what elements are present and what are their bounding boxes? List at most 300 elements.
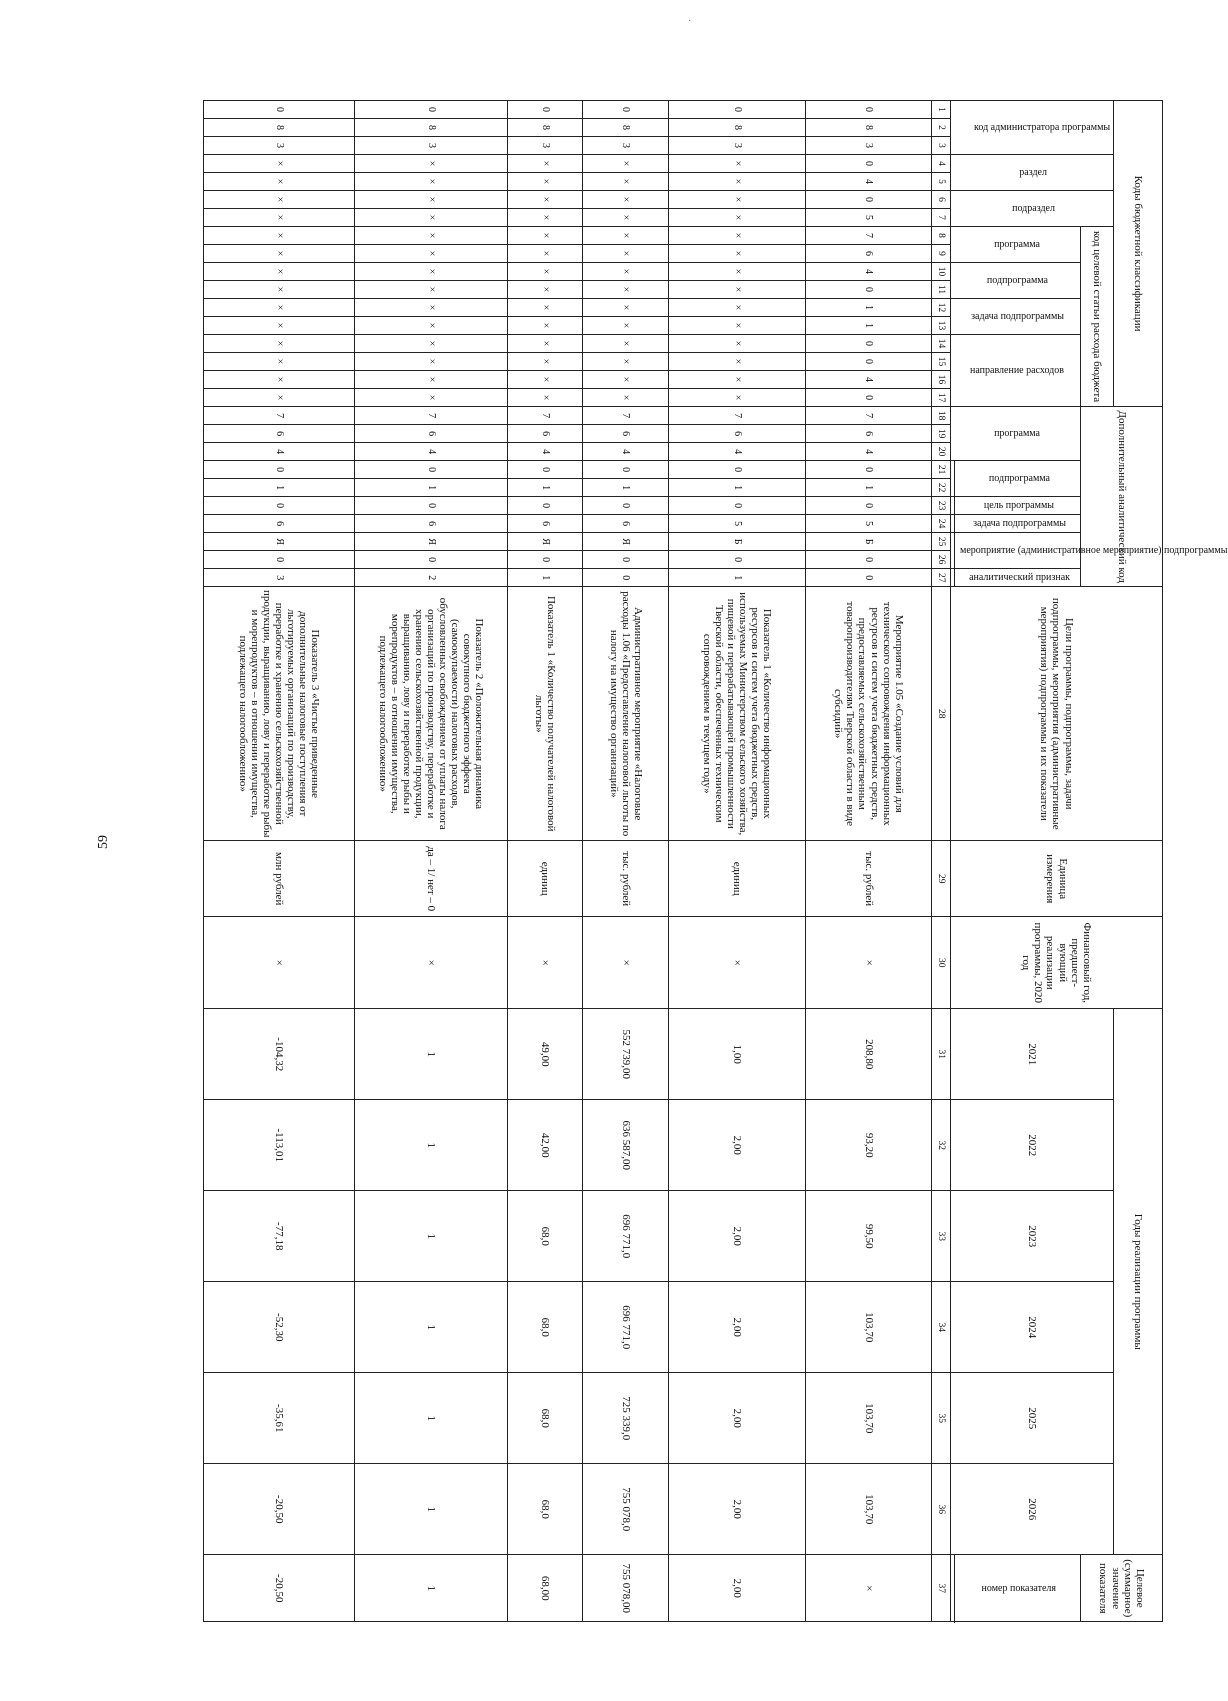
code-digit: × [583,209,669,227]
code-digit: 8 [805,119,931,137]
header-year-2026: 2026 [950,1464,1113,1555]
code-digit: × [204,227,355,245]
code-digit: 7 [805,407,931,425]
header-year-2022: 2022 [950,1100,1113,1191]
code-digit: Я [507,533,582,551]
header-ac-sign-tail [950,569,954,587]
row-year-value: 2,00 [669,1464,806,1555]
scan-speck: · [688,16,692,27]
code-digit: × [669,245,806,263]
code-digit: 0 [204,101,355,119]
code-digit: × [507,335,582,353]
row-year-value: 68,0 [507,1191,582,1282]
column-number: 25 [932,533,950,551]
code-digit: 0 [355,551,508,569]
row-year-value: 696 771,0 [583,1282,669,1373]
code-digit: × [355,317,508,335]
code-digit: 3 [507,137,582,155]
code-digit: 5 [805,515,931,533]
code-digit: × [507,173,582,191]
code-digit: 5 [805,209,931,227]
row-base-year-value: × [669,917,806,1009]
code-digit: × [355,263,508,281]
code-digit: × [583,263,669,281]
header-unit: Единица измерения [950,841,1162,917]
code-digit: 3 [583,137,669,155]
code-digit: 0 [805,281,931,299]
row-year-value: 636 587,00 [583,1100,669,1191]
row-unit: да – 1/ нет – 0 [355,841,508,917]
code-digit: × [583,173,669,191]
table-row [507,101,582,1622]
code-digit: × [583,371,669,389]
program-indicators-table [203,100,1228,1622]
row-target-value: × [805,1555,931,1622]
code-digit: 3 [805,137,931,155]
row-base-year-value: × [507,917,582,1009]
code-digit: × [669,299,806,317]
code-digit: 0 [669,497,806,515]
table-row [355,101,508,1622]
code-digit: 8 [583,119,669,137]
row-year-value: 552 739,00 [583,1009,669,1100]
header-budget-codes: Коды бюджетной классификации [1114,101,1163,407]
header-expense-direction: направление расходов [950,335,1081,407]
code-digit: 1 [669,479,806,497]
row-description: Показатель 2 «Положительная динамика совокупного бюджетного эффекта (самоокупаемости) налоговых расходов, обусловленных освобождением от уплаты налога организаций по производству, переработке и хранению сельскохозяйственной продукции, выращиванию, лову и переработке рыбы и морепродуктов – в отношении имущества, подлежащего налогообложению» [355,587,508,841]
row-base-year-value: × [204,917,355,1009]
code-digit: 5 [669,515,806,533]
code-digit: 4 [355,443,508,461]
column-number: 7 [932,209,950,227]
code-digit: × [507,191,582,209]
code-digit: × [507,155,582,173]
code-digit: 0 [805,461,931,479]
code-digit: × [507,209,582,227]
code-digit: × [507,299,582,317]
column-number: 5 [932,173,950,191]
row-year-value: 1,00 [669,1009,806,1100]
row-year-value: 1 [355,1009,508,1100]
column-number: 16 [932,371,950,389]
code-digit: 0 [805,497,931,515]
code-digit: 0 [805,551,931,569]
code-digit: 0 [583,461,669,479]
code-digit: × [583,245,669,263]
header-ac-indicator: номер показателя [954,1555,1081,1622]
code-digit: × [204,335,355,353]
code-digit: × [204,389,355,407]
code-digit: 6 [204,515,355,533]
code-digit: 4 [583,443,669,461]
row-year-value: 725 339,0 [583,1373,669,1464]
row-year-value: 1 [355,1464,508,1555]
code-digit: 7 [204,407,355,425]
row-target-value: -20,50 [204,1555,355,1622]
code-digit: × [355,371,508,389]
column-number: 37 [932,1555,950,1622]
code-digit: 6 [355,425,508,443]
header-ac-sign: аналитический признак [954,569,1081,587]
code-digit: 8 [507,119,582,137]
code-digit: 6 [355,515,508,533]
row-year-value: -35,61 [204,1373,355,1464]
row-year-value: 1 [355,1373,508,1464]
code-digit: × [507,353,582,371]
table-row [805,101,931,1622]
row-unit: единиц [669,841,806,917]
code-digit: Я [204,533,355,551]
code-digit: 4 [805,443,931,461]
column-number: 4 [932,155,950,173]
code-digit: 0 [507,461,582,479]
header-ac-subprogram-tail [950,461,954,497]
code-digit: × [669,263,806,281]
header-target: Целевое (суммарное) значение показателя [1081,1555,1163,1622]
row-description: Административное мероприятие «Налоговые расходы 1.06 «Предоставление налоговой льготы по налогу на имущество организаций» [583,587,669,841]
code-digit: 1 [805,317,931,335]
code-digit: × [355,299,508,317]
column-number: 11 [932,281,950,299]
code-digit: 6 [583,515,669,533]
row-year-value: 103,70 [805,1373,931,1464]
code-digit: 2 [355,569,508,587]
column-number: 35 [932,1373,950,1464]
code-digit: × [204,299,355,317]
column-number: 3 [932,137,950,155]
code-digit: 3 [355,137,508,155]
code-digit: × [507,317,582,335]
row-target-value: 2,00 [669,1555,806,1622]
code-digit: 0 [355,497,508,515]
code-digit: 4 [204,443,355,461]
column-number: 9 [932,245,950,263]
row-base-year-value: × [583,917,669,1009]
code-digit: 7 [583,407,669,425]
code-digit: × [583,317,669,335]
header-year-2021: 2021 [950,1009,1113,1100]
code-digit: × [355,227,508,245]
code-digit: 1 [669,569,806,587]
row-year-value: 696 771,0 [583,1191,669,1282]
row-year-value: 68,0 [507,1373,582,1464]
row-unit: единиц [507,841,582,917]
code-digit: 6 [805,245,931,263]
code-digit: × [583,353,669,371]
code-digit: × [669,317,806,335]
row-year-value: -104,32 [204,1009,355,1100]
code-digit: 0 [805,155,931,173]
code-digit: 6 [204,425,355,443]
code-digit: × [583,389,669,407]
row-year-value: 1 [355,1282,508,1373]
code-digit: × [204,173,355,191]
code-digit: × [355,191,508,209]
column-number: 20 [932,443,950,461]
row-year-value: 2,00 [669,1373,806,1464]
header-target-item: код целевой статьи расхода бюджета [1081,227,1114,407]
code-digit: × [669,155,806,173]
code-digit: 0 [204,551,355,569]
header-ac-goal: цель программы [954,497,1081,515]
row-year-value: 99,50 [805,1191,931,1282]
code-digit: 0 [669,101,806,119]
column-number: 13 [932,317,950,335]
table-row [204,101,355,1622]
code-digit: 4 [669,443,806,461]
code-digit: 4 [805,263,931,281]
code-digit: 7 [805,227,931,245]
header-program: программа [950,227,1081,263]
row-base-year-value: × [805,917,931,1009]
header-ac-indicator-tail [950,1555,954,1622]
code-digit: × [669,191,806,209]
code-digit: 0 [805,191,931,209]
code-digit: × [204,281,355,299]
code-digit: × [355,353,508,371]
code-digit: Б [805,533,931,551]
code-digit: 0 [583,569,669,587]
code-digit: × [583,299,669,317]
code-digit: × [507,281,582,299]
code-digit: 3 [204,137,355,155]
header-section: раздел [950,155,1113,191]
code-digit: × [583,155,669,173]
column-number: 30 [932,917,950,1009]
code-digit: × [583,191,669,209]
row-year-value: 2,00 [669,1282,806,1373]
code-digit: × [507,371,582,389]
column-number: 2 [932,119,950,137]
row-year-value: 68,0 [507,1464,582,1555]
code-digit: 0 [507,101,582,119]
row-year-value: 68,0 [507,1282,582,1373]
code-digit: 8 [669,119,806,137]
code-digit: 0 [805,101,931,119]
row-unit: млн рублей [204,841,355,917]
code-digit: 7 [507,407,582,425]
code-digit: 4 [805,173,931,191]
column-number: 6 [932,191,950,209]
code-digit: 1 [583,479,669,497]
row-unit: тыс. рублей [805,841,931,917]
code-digit: 1 [507,569,582,587]
code-digit: × [204,155,355,173]
code-digit: 6 [805,425,931,443]
column-number: 14 [932,335,950,353]
header-admin-code: код администратора программы [950,101,1113,155]
code-digit: × [355,389,508,407]
column-number: 36 [932,1464,950,1555]
code-digit: 0 [805,389,931,407]
table-row [583,101,669,1622]
code-digit: 6 [669,425,806,443]
code-digit: 8 [355,119,508,137]
column-number: 8 [932,227,950,245]
row-year-value: 1 [355,1100,508,1191]
code-digit: 0 [204,461,355,479]
table-body [204,101,932,1622]
column-number: 15 [932,353,950,371]
page-number: 59 [96,835,111,849]
code-digit: × [204,353,355,371]
code-digit: × [669,335,806,353]
row-year-value: 103,70 [805,1464,931,1555]
header-year-2023: 2023 [950,1191,1113,1282]
code-digit: 0 [507,497,582,515]
row-year-value: 1 [355,1191,508,1282]
code-digit: 6 [583,425,669,443]
header-subprogram: подпрограмма [950,263,1081,299]
row-target-value: 68,00 [507,1555,582,1622]
row-year-value: -113,01 [204,1100,355,1191]
row-unit: тыс. рублей [583,841,669,917]
header-ac-task: задача подпрограммы [954,515,1081,533]
code-digit: × [583,227,669,245]
code-digit: Я [583,533,669,551]
code-digit: 3 [669,137,806,155]
column-number: 18 [932,407,950,425]
row-year-value: 49,00 [507,1009,582,1100]
column-number: 10 [932,263,950,281]
code-digit: 0 [355,461,508,479]
code-digit: × [355,155,508,173]
code-digit: 1 [204,479,355,497]
code-digit: × [507,389,582,407]
column-number: 26 [932,551,950,569]
code-digit: 0 [355,101,508,119]
row-description: Показатель 3 «Чистые приведенные дополнительные налоговые поступления от льготируемых организаций по производству, переработке и хранению сельскохозяйственной продукции, выращиванию, лову и переработке рыбы и морепродуктов – в отношении имущества, подлежащего налогообложению» [204,587,355,841]
code-digit: × [507,245,582,263]
column-number: 29 [932,841,950,917]
code-digit: 0 [805,569,931,587]
code-digit: × [204,191,355,209]
header-ac-program: программа [950,407,1081,461]
code-digit: 0 [805,353,931,371]
code-digit: 4 [805,371,931,389]
row-year-value: -52,30 [204,1282,355,1373]
row-description: Показатель 1 «Количество получателей налоговой льготы» [507,587,582,841]
code-digit: 0 [805,335,931,353]
code-digit: 0 [204,497,355,515]
code-digit: 0 [583,497,669,515]
rotated-table-wrapper [203,100,1228,1620]
code-digit: 0 [669,551,806,569]
column-number: 17 [932,389,950,407]
column-number: 24 [932,515,950,533]
table-row [669,101,806,1622]
code-digit: × [355,173,508,191]
code-digit: 1 [805,479,931,497]
code-digit: 3 [204,569,355,587]
row-year-value: 103,70 [805,1282,931,1373]
row-year-value: 2,00 [669,1100,806,1191]
code-digit: Б [669,533,806,551]
header-ac-subprogram: подпрограмма [954,461,1081,497]
column-number: 22 [932,479,950,497]
row-year-value: 208,80 [805,1009,931,1100]
column-number: 28 [932,587,950,841]
code-digit: 1 [805,299,931,317]
header-subsection: подраздел [950,191,1113,227]
code-digit: × [204,263,355,281]
header-ac-goal-tail [950,497,954,515]
code-digit: 6 [507,425,582,443]
header-year-2024: 2024 [950,1282,1113,1373]
row-target-value: 1 [355,1555,508,1622]
code-digit: × [355,335,508,353]
code-digit: × [355,281,508,299]
row-year-value: 755 078,0 [583,1464,669,1555]
code-digit: × [669,227,806,245]
column-number: 12 [932,299,950,317]
code-digit: 7 [669,407,806,425]
code-digit: 0 [583,551,669,569]
column-number: 19 [932,425,950,443]
column-number: 33 [932,1191,950,1282]
code-digit: × [204,317,355,335]
header-ac-measure: мероприятие (административное мероприятие) подпрограммы [954,533,1081,569]
header-subprogram-task: задача подпрограммы [950,299,1081,335]
header-goals: Цели программы, подпрограммы, задачи подпрограммы, мероприятия (административные мероприятия) подпрограммы и их показатели [950,587,1162,841]
header-ac-task-tail [950,515,954,533]
header-base-year: Финансовый год, предшест-вующий реализации программы, 2020 год [950,917,1162,1009]
code-digit: 4 [507,443,582,461]
code-digit: 8 [204,119,355,137]
header-years: Годы реализации программы [1114,1009,1163,1555]
code-digit: × [669,353,806,371]
header-ac-measure-tail [950,533,954,569]
header-extra-code: Дополнительный аналитический код [1081,407,1163,587]
row-description: Показатель 1 «Количество информационных ресурсов и систем учета бюджетных средств, используемых Министерством сельского хозяйства, пищевой и перерабатывающей промышленности Тверской области, обеспеченных техническим сопровождением в текущем году» [669,587,806,841]
code-digit: × [583,335,669,353]
column-number: 1 [932,101,950,119]
column-number: 34 [932,1282,950,1373]
code-digit: × [507,227,582,245]
code-digit: × [669,173,806,191]
code-digit: Я [355,533,508,551]
code-digit: 0 [583,101,669,119]
code-digit: × [669,371,806,389]
row-year-value: 42,00 [507,1100,582,1191]
code-digit: × [669,281,806,299]
code-digit: × [669,209,806,227]
code-digit: × [507,263,582,281]
column-number: 27 [932,569,950,587]
code-digit: × [204,209,355,227]
row-year-value: -77,18 [204,1191,355,1282]
row-year-value: 2,00 [669,1191,806,1282]
column-number: 32 [932,1100,950,1191]
code-digit: 0 [507,551,582,569]
code-digit: × [583,281,669,299]
code-digit: 6 [507,515,582,533]
row-description: Мероприятие 1.05 «Создание условий для технического сопровождения информационных ресурсов и систем учета бюджетных средств, предоставляемых сельскохозяйственным товаропроизводителям Тверской области в виде субсидий» [805,587,931,841]
code-digit: 0 [669,461,806,479]
code-digit: 1 [507,479,582,497]
column-number: 31 [932,1009,950,1100]
row-target-value: 755 078,00 [583,1555,669,1622]
column-number: 21 [932,461,950,479]
code-digit: × [669,389,806,407]
row-year-value: 93,20 [805,1100,931,1191]
column-number: 23 [932,497,950,515]
code-digit: × [204,245,355,263]
code-digit: 7 [355,407,508,425]
row-year-value: -20,50 [204,1464,355,1555]
code-digit: × [355,209,508,227]
code-digit: × [355,245,508,263]
